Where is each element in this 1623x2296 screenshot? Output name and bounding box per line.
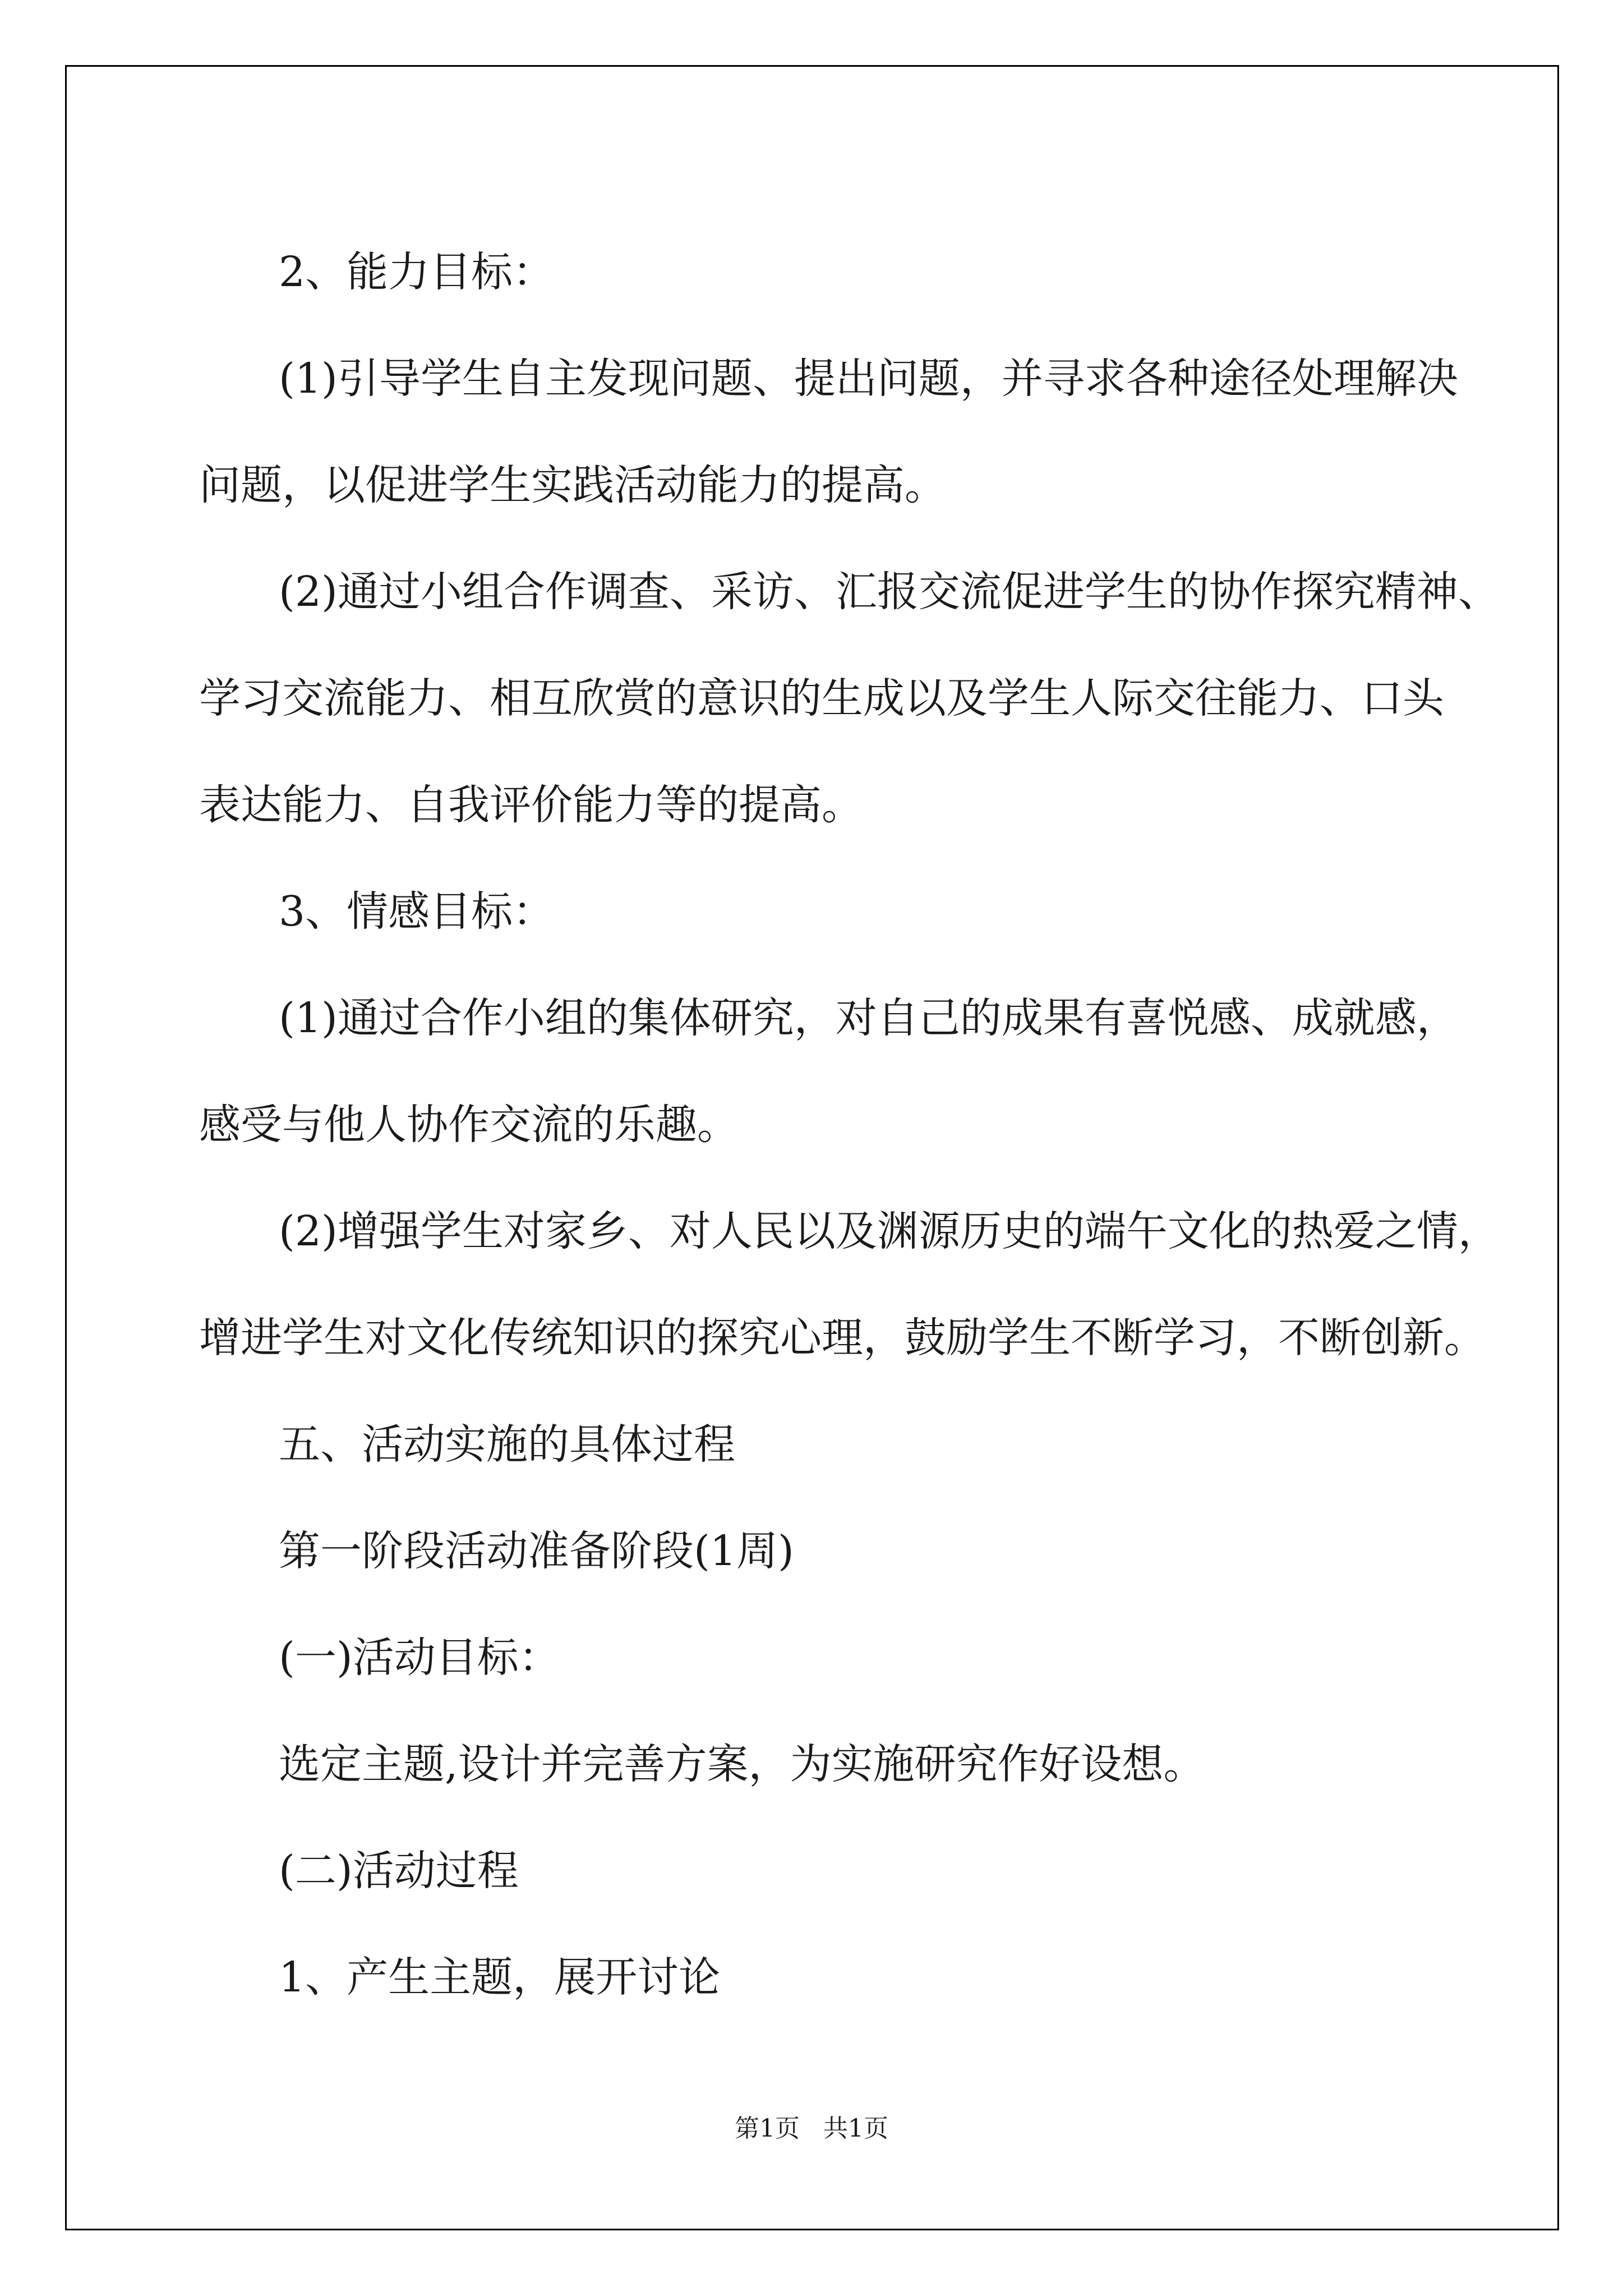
paragraph (199, 1711, 1433, 1818)
text-line: 感受与他人协作交流的乐趣。 (199, 1101, 739, 1149)
page-number: 第1页 共1页 (735, 2114, 888, 2143)
text-line: (2)通过小组合作调查、采访、汇报交流促进学生的协作探究精神、 (279, 568, 1500, 616)
paragraph (199, 1498, 1433, 1604)
text-line: 2、能力目标： (279, 248, 555, 296)
document-body (199, 219, 1500, 2031)
text-line: 3、情感目标： (279, 887, 555, 936)
paragraph (199, 1924, 1433, 2031)
text-line: (1)通过合作小组的集体研究，对自己的成果有喜悦感、成就感， (279, 994, 1458, 1042)
text-line: 表达能力、自我评价能力等的提高。 (199, 781, 863, 829)
text-line: 选定主题,设计并完善方案，为实施研究作好设想。 (279, 1740, 1205, 1788)
text-line: 第一阶段活动准备阶段(1周) (279, 1527, 794, 1575)
text-line: 问题，以促进学生实践活动能力的提高。 (199, 461, 946, 509)
paragraph (199, 1604, 1433, 1711)
paragraph (199, 539, 1500, 858)
paragraph (199, 1818, 1433, 1924)
text-line: (1)引导学生自主发现问题、提出问题，并寻求各种途径处理解决 (279, 355, 1458, 403)
paragraph (199, 219, 1433, 325)
text-line: 学习交流能力、相互欣赏的意识的生成以及学生人际交往能力、口头 (199, 674, 1444, 723)
paragraph (199, 325, 1458, 539)
text-line: (2)增强学生对家乡、对人民以及渊源历史的端午文化的热爱之情， (279, 1207, 1500, 1255)
text-line: 1、产生主题，展开讨论 (279, 1953, 721, 2001)
paragraph (199, 965, 1458, 1178)
paragraph (199, 858, 1433, 965)
text-line: 五、活动实施的具体过程 (279, 1420, 735, 1469)
text-line: 增进学生对文化传统知识的探究心理，鼓励学生不断学习，不断创新。 (199, 1314, 1486, 1362)
paragraph (199, 1178, 1500, 1391)
section-heading (199, 1391, 1433, 1498)
text-line: (二)活动过程 (279, 1847, 519, 1895)
text-line: (一)活动目标： (279, 1634, 560, 1682)
page-footer (0, 2112, 1623, 2146)
